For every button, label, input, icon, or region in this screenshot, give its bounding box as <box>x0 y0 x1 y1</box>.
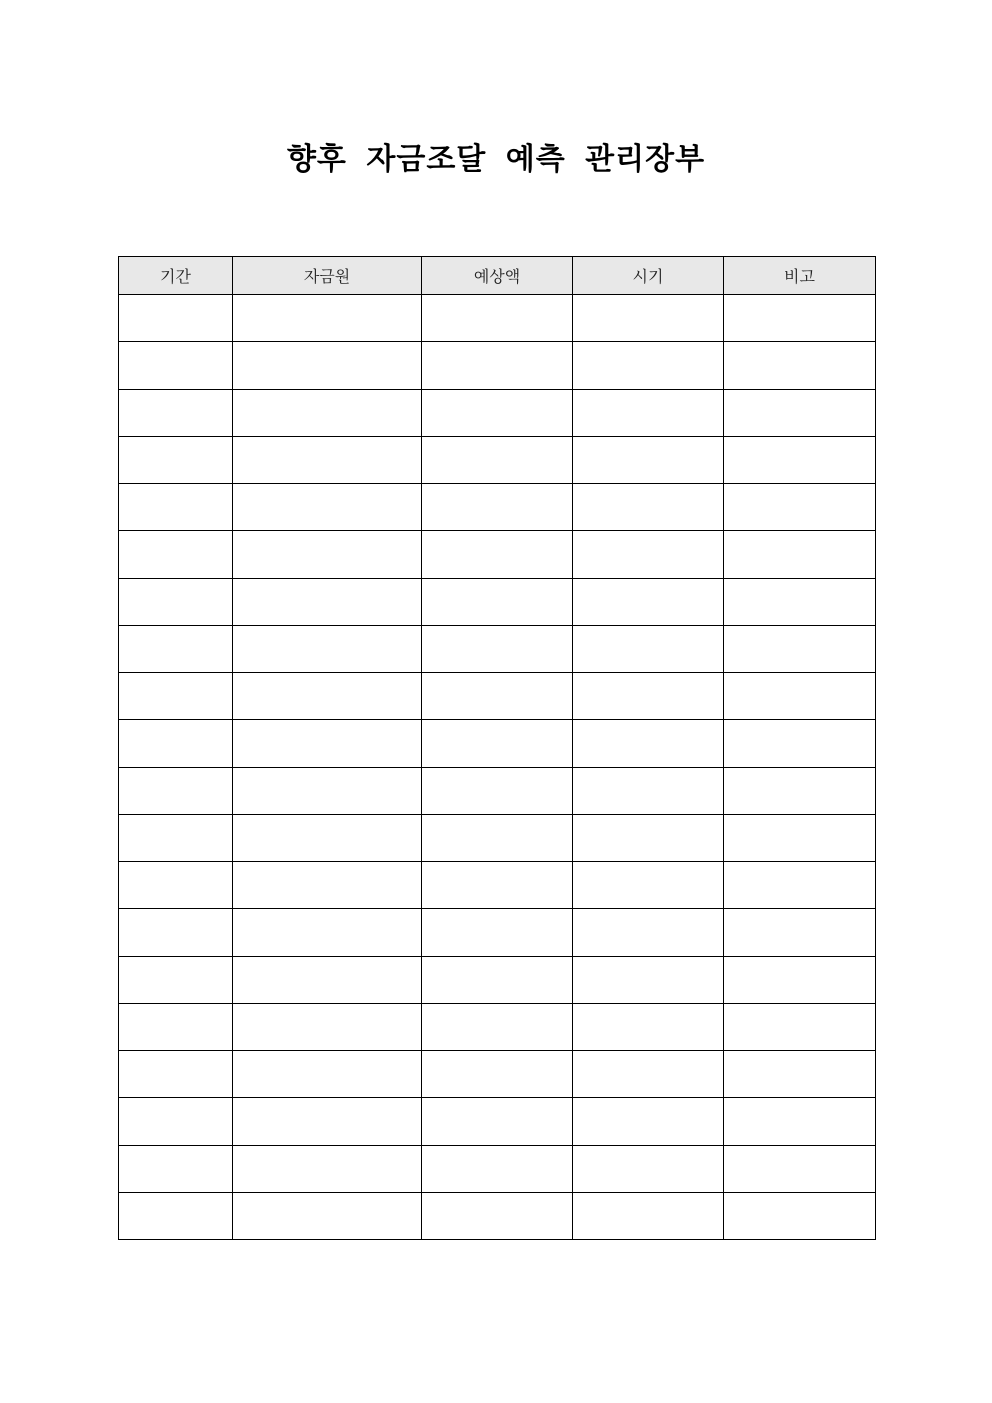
table-cell[interactable] <box>724 956 876 1003</box>
table-cell[interactable] <box>233 1192 422 1239</box>
table-cell[interactable] <box>573 1192 724 1239</box>
table-cell[interactable] <box>119 484 233 531</box>
table-cell[interactable] <box>724 1051 876 1098</box>
table-cell[interactable] <box>119 956 233 1003</box>
table-cell[interactable] <box>119 1145 233 1192</box>
table-cell[interactable] <box>573 389 724 436</box>
table-cell[interactable] <box>422 767 573 814</box>
header-row <box>119 257 876 295</box>
table-cell[interactable] <box>119 295 233 342</box>
table-cell[interactable] <box>422 909 573 956</box>
table-cell[interactable] <box>233 389 422 436</box>
table-cell[interactable] <box>724 909 876 956</box>
table-cell[interactable] <box>422 342 573 389</box>
table-cell[interactable] <box>724 436 876 483</box>
table-cell[interactable] <box>724 389 876 436</box>
table-cell[interactable] <box>233 531 422 578</box>
table-cell[interactable] <box>233 720 422 767</box>
table-cell[interactable] <box>573 767 724 814</box>
table-cell[interactable] <box>573 295 724 342</box>
table-cell[interactable] <box>422 1098 573 1145</box>
header-period: 기간 <box>119 257 233 295</box>
table-cell[interactable] <box>724 342 876 389</box>
table-cell[interactable] <box>119 342 233 389</box>
table-cell[interactable] <box>573 484 724 531</box>
table-cell[interactable] <box>724 673 876 720</box>
table-cell[interactable] <box>724 720 876 767</box>
table-cell[interactable] <box>119 1051 233 1098</box>
table-row <box>119 814 876 861</box>
table-cell[interactable] <box>573 531 724 578</box>
table-cell[interactable] <box>233 814 422 861</box>
table-row <box>119 673 876 720</box>
funding-forecast-table <box>118 256 876 1240</box>
table-cell[interactable] <box>724 1003 876 1050</box>
table-cell[interactable] <box>233 1145 422 1192</box>
table-cell[interactable] <box>422 625 573 672</box>
header-source: 자금원 <box>233 257 422 295</box>
table-cell[interactable] <box>233 625 422 672</box>
table-cell[interactable] <box>573 814 724 861</box>
table-cell[interactable] <box>233 1003 422 1050</box>
table-cell[interactable] <box>724 1098 876 1145</box>
table-cell[interactable] <box>573 625 724 672</box>
table-cell[interactable] <box>422 814 573 861</box>
table-cell[interactable] <box>573 436 724 483</box>
table-cell[interactable] <box>422 531 573 578</box>
table-row <box>119 909 876 956</box>
table-cell[interactable] <box>422 1003 573 1050</box>
table-cell[interactable] <box>119 909 233 956</box>
table-cell[interactable] <box>573 1098 724 1145</box>
table-cell[interactable] <box>724 767 876 814</box>
table-cell[interactable] <box>422 1192 573 1239</box>
table-cell[interactable] <box>422 389 573 436</box>
table-cell[interactable] <box>422 295 573 342</box>
table-cell[interactable] <box>119 720 233 767</box>
table-row <box>119 1145 876 1192</box>
header-timing: 시기 <box>573 257 724 295</box>
table-cell[interactable] <box>233 673 422 720</box>
table-cell[interactable] <box>422 862 573 909</box>
table-row <box>119 862 876 909</box>
table-row <box>119 436 876 483</box>
table-cell[interactable] <box>573 862 724 909</box>
table-cell[interactable] <box>233 909 422 956</box>
table-cell[interactable] <box>422 1051 573 1098</box>
table-cell[interactable] <box>119 814 233 861</box>
table-cell[interactable] <box>422 1145 573 1192</box>
table-cell[interactable] <box>119 389 233 436</box>
table-cell[interactable] <box>573 673 724 720</box>
table-cell[interactable] <box>233 862 422 909</box>
table-cell[interactable] <box>724 1145 876 1192</box>
table-cell[interactable] <box>233 1098 422 1145</box>
table-cell[interactable] <box>233 1051 422 1098</box>
table-cell[interactable] <box>119 531 233 578</box>
table-cell[interactable] <box>233 484 422 531</box>
table-row <box>119 720 876 767</box>
table-cell[interactable] <box>233 436 422 483</box>
table-cell[interactable] <box>724 531 876 578</box>
table-cell[interactable] <box>573 909 724 956</box>
table-cell[interactable] <box>119 673 233 720</box>
table-row <box>119 578 876 625</box>
table-row <box>119 531 876 578</box>
table-row <box>119 625 876 672</box>
table-cell[interactable] <box>119 578 233 625</box>
table-row <box>119 1192 876 1239</box>
table-cell[interactable] <box>724 295 876 342</box>
table-cell[interactable] <box>119 862 233 909</box>
table-cell[interactable] <box>573 578 724 625</box>
table-cell[interactable] <box>422 578 573 625</box>
table-row <box>119 342 876 389</box>
document-title: 향후 자금조달 예측 관리장부 <box>286 142 706 177</box>
table-cell[interactable] <box>119 767 233 814</box>
table-row <box>119 389 876 436</box>
table-cell[interactable] <box>573 720 724 767</box>
table-cell[interactable] <box>573 1003 724 1050</box>
table-cell[interactable] <box>573 956 724 1003</box>
table-cell[interactable] <box>233 295 422 342</box>
table-cell[interactable] <box>233 956 422 1003</box>
table-cell[interactable] <box>119 1003 233 1050</box>
table-cell[interactable] <box>573 342 724 389</box>
table-cell[interactable] <box>422 484 573 531</box>
table-cell[interactable] <box>422 956 573 1003</box>
table-cell[interactable] <box>724 625 876 672</box>
table-row <box>119 484 876 531</box>
table-cell[interactable] <box>233 578 422 625</box>
table-cell[interactable] <box>573 1145 724 1192</box>
table-cell[interactable] <box>422 720 573 767</box>
table-cell[interactable] <box>119 625 233 672</box>
table-cell[interactable] <box>422 673 573 720</box>
header-expected-amount: 예상액 <box>422 257 573 295</box>
table-row <box>119 1098 876 1145</box>
table-cell[interactable] <box>119 1098 233 1145</box>
table-row <box>119 1003 876 1050</box>
table-cell[interactable] <box>233 767 422 814</box>
table-cell[interactable] <box>573 1051 724 1098</box>
table-cell[interactable] <box>724 578 876 625</box>
table-cell[interactable] <box>422 436 573 483</box>
table-cell[interactable] <box>119 436 233 483</box>
table-row <box>119 767 876 814</box>
table-cell[interactable] <box>724 862 876 909</box>
table-row <box>119 1051 876 1098</box>
table-cell[interactable] <box>119 1192 233 1239</box>
header-remarks: 비고 <box>724 257 876 295</box>
table-cell[interactable] <box>233 342 422 389</box>
table-row <box>119 956 876 1003</box>
table-cell[interactable] <box>724 484 876 531</box>
table-cell[interactable] <box>724 814 876 861</box>
table-row <box>119 295 876 342</box>
table-cell[interactable] <box>724 1192 876 1239</box>
